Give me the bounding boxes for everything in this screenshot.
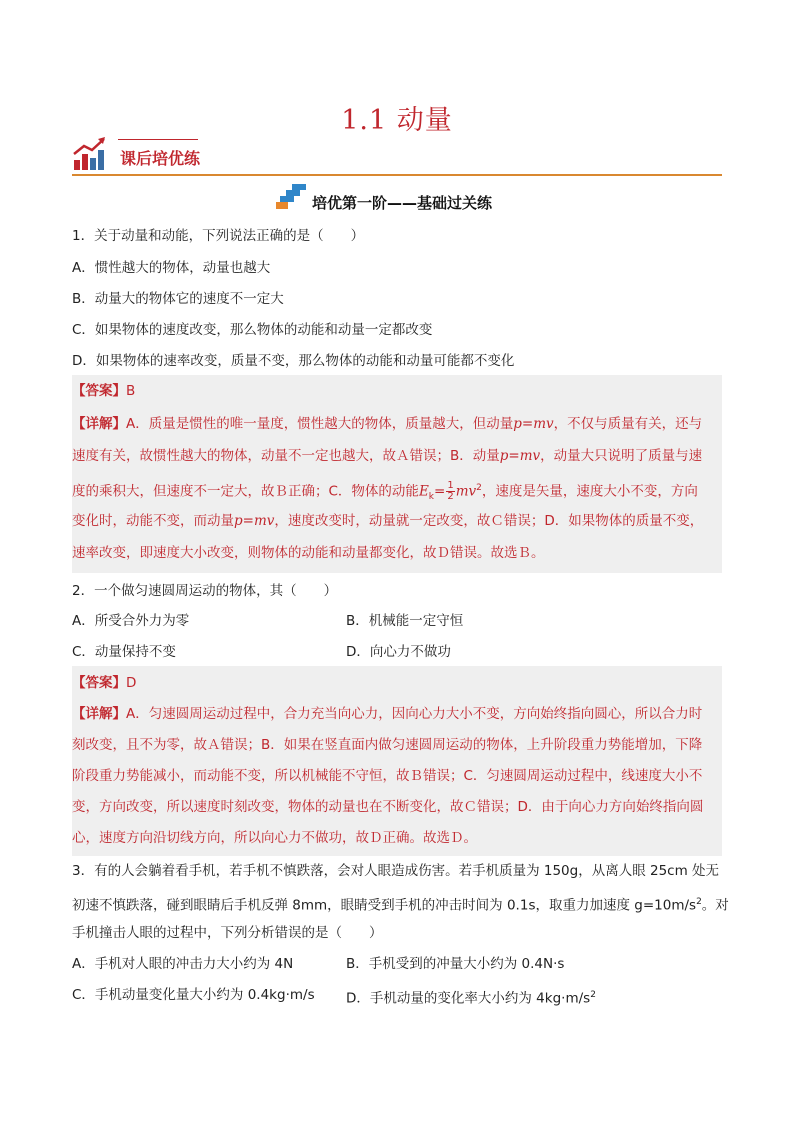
stem-text: 初速不慎跌落，碰到眼睛后手机反弹 8mm，眼睛受到手机的冲击时间为 0.1s，取重力加速度 g=10m/s xyxy=(72,897,697,914)
equals-sign: = xyxy=(434,483,446,500)
q1-detail-line xyxy=(72,415,702,433)
q3-option-b: B．手机受到的冲量大小约为 0.4N·s xyxy=(346,956,565,972)
stairs-icon xyxy=(276,182,308,210)
q1-answer xyxy=(72,382,135,400)
formula: mv xyxy=(455,483,477,500)
detail-text: ，动量大只说明了质量与速 xyxy=(540,448,703,464)
detail-text: ，不仅与质量有关，还与 xyxy=(553,416,703,432)
superscript: 2 xyxy=(590,990,596,1000)
section-title: 培优第一阶——基础过关练 xyxy=(312,194,493,212)
header-bar xyxy=(72,136,722,176)
q2-option-a: A．所受合外力为零 xyxy=(72,613,190,629)
answer-tag: 【答案】 xyxy=(72,383,126,399)
q1-detail-line: 速率改变，即速度大小改变，则物体的动能和动量都变化，故Ｄ错误。故选Ｂ。 xyxy=(72,545,545,561)
subscript: k xyxy=(428,492,435,503)
section-heading xyxy=(0,180,794,214)
q2-option-d: D．向心力不做功 xyxy=(346,644,451,660)
superscript: 2 xyxy=(476,483,482,493)
stem-text: 。对 xyxy=(701,897,729,914)
formula: p=mv xyxy=(234,513,275,529)
fraction xyxy=(446,481,454,502)
detail-tag: 【详解】 xyxy=(72,706,126,722)
q2-stem: 2．一个做匀速圆周运动的物体，其（ ） xyxy=(72,583,338,599)
q2-detail-line xyxy=(72,705,702,723)
answer-value: B xyxy=(126,383,136,399)
header-overline xyxy=(118,139,198,140)
formula: E xyxy=(418,483,429,500)
q3-stem-line: 3．有的人会躺着看手机，若手机不慎跌落，会对人眼造成伤害。若手机质量为 150g，从离人眼 25cm 处无 xyxy=(72,863,720,879)
detail-text: 变化时，动能不变，而动量 xyxy=(72,513,234,529)
detail-text: A．质量是惯性的唯一量度，惯性越大的物体，质量越大，但动量 xyxy=(126,416,514,432)
q1-detail-line xyxy=(72,512,703,530)
detail-text: 速度有关，故惯性越大的物体，动量不一定也越大，故Ａ错误；B．动量 xyxy=(72,448,500,464)
header-rule xyxy=(72,174,722,176)
q1-stem: 1．关于动量和动能，下列说法正确的是（ ） xyxy=(72,228,365,244)
q2-answer-block xyxy=(72,666,722,856)
q2-option-b: B．机械能一定守恒 xyxy=(346,613,464,629)
option-text: D．手机动量的变化率大小约为 4kg·m/s xyxy=(346,990,591,1007)
growth-chart-icon xyxy=(72,136,108,172)
q2-detail-line: 变，方向改变，所以速度时刻改变，物体的动量也在不断变化，故Ｃ错误；D．由于向心力方向始终指向圆 xyxy=(72,799,704,815)
header-label: 课后培优练 xyxy=(120,149,201,168)
answer-value: D xyxy=(126,675,137,691)
q2-detail-line: 刻改变，且不为零，故Ａ错误；B．如果在竖直面内做匀速圆周运动的物体，上升阶段重力势能增加，下降 xyxy=(72,737,703,753)
q3-option-d xyxy=(346,986,596,1008)
q2-detail-line: 阶段重力势能减小，而动能不变，所以机械能不守恒，故Ｂ错误；C．匀速圆周运动过程中，线速度大小不 xyxy=(72,768,703,784)
detail-text: 度的乘积大，但速度不一定大，故Ｂ正确；C．物体的动能 xyxy=(72,483,419,500)
q3-stem-line xyxy=(72,893,729,915)
fraction-denominator: 2 xyxy=(447,491,454,502)
q1-option-d: D．如果物体的速率改变，质量不变，那么物体的动能和动量可能都不变化 xyxy=(72,353,515,369)
detail-text: ，速度是矢量，速度大小不变，方向 xyxy=(481,483,698,500)
formula: p=mv xyxy=(513,416,554,432)
q3-stem-line: 手机撞击人眼的过程中，下列分析错误的是（ ） xyxy=(72,925,383,941)
detail-text: ，速度改变时，动量就一定改变，故Ｃ错误；D．如果物体的质量不变， xyxy=(274,513,704,529)
q1-detail-line xyxy=(72,447,702,465)
q1-option-a: A．惯性越大的物体，动量也越大 xyxy=(72,260,271,276)
answer-tag: 【答案】 xyxy=(72,675,126,691)
superscript: 2 xyxy=(696,897,702,907)
q2-option-c: C．动量保持不变 xyxy=(72,644,176,660)
q3-option-c: C．手机动量变化量大小约为 0.4kg·m/s xyxy=(72,987,315,1003)
detail-tag: 【详解】 xyxy=(72,416,126,432)
page-title: 1.1 动量 xyxy=(341,105,453,136)
q2-answer xyxy=(72,674,136,692)
q3-option-a: A．手机对人眼的冲击力大小约为 4N xyxy=(72,956,294,972)
q1-option-c: C．如果物体的速度改变，那么物体的动能和动量一定都改变 xyxy=(72,322,433,338)
q1-option-b: B．动量大的物体它的速度不一定大 xyxy=(72,291,284,307)
q2-detail-line: 心，速度方向沿切线方向，所以向心力不做功，故Ｄ正确。故选Ｄ。 xyxy=(72,830,477,846)
detail-text: A．匀速圆周运动过程中，合力充当向心力，因向心力大小不变，方向始终指向圆心，所以合力时 xyxy=(126,706,703,722)
q1-detail-line xyxy=(72,479,698,506)
fraction-numerator: 1 xyxy=(447,480,454,491)
q1-answer-block xyxy=(72,375,722,573)
formula: p=mv xyxy=(499,448,541,464)
